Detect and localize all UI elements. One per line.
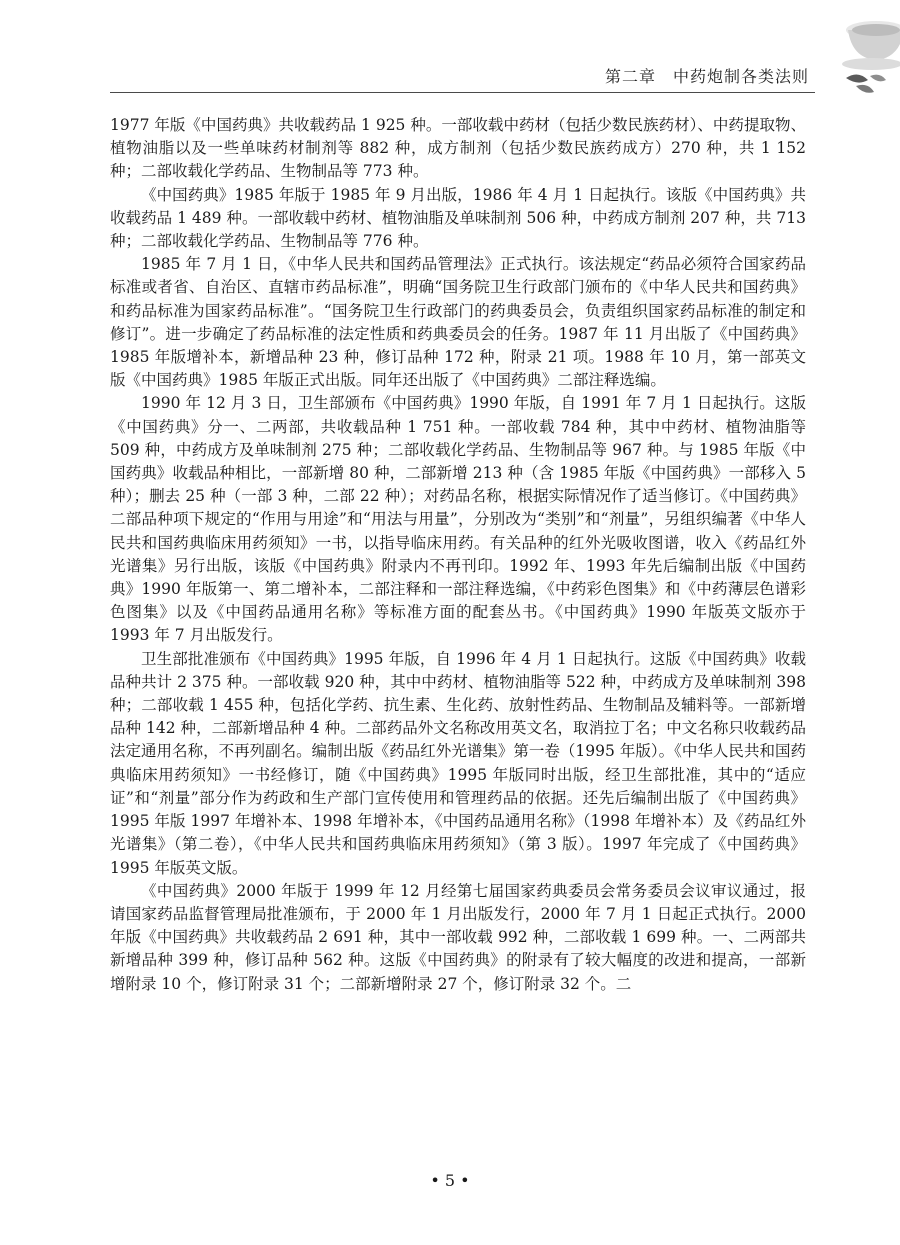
page-number: • 5 •: [430, 1171, 470, 1190]
chapter-title: 第二章 中药炮制各类法则: [604, 67, 809, 86]
running-header: [110, 60, 815, 93]
body-text: [110, 114, 806, 996]
paragraph: 卫生部批准颁布《中国药典》1995 年版，自 1996 年 4 月 1 日起执行。这版《中国药典》收载品种共计 2 375 种。一部收载 920 种，其中中药材、植物油脂等 522 种，中药成方及单味制剂 398 种；二部收载 1 455 种，包括化学药、抗生素、生化药、放射性药品、生物制品及辅料等。一部新增品种 142 种，二部新增品种 4 种。二部药品外文名称改用英文名，取消拉丁名；中文名称只收载药品法定通用名称，不再列副名。编制出版《药品红外光谱集》第一卷（1995 年版）。《中华人民共和国药典临床用药须知》一书经修订，随《中国药典》1995 年版同时出版，经卫生部批准，其中的“适应证”和“剂量”部分作为药政和生产部门宣传使用和管理药品的依据。还先后编制出版了《中国药典》1995 年版 1997 年增补本、1998 年增补本，《中国药品通用名称》（1998 年增补本）及《药品红外光谱集》（第二卷），《中华人民共和国药典临床用药须知》（第 3 版）。1997 年完成了《中国药典》1995 年版英文版。: [110, 649, 806, 877]
paragraph: 《中国药典》1985 年版于 1985 年 9 月出版，1986 年 4 月 1 日起执行。该版《中国药典》共收载药品 1 489 种。一部收载中药材、植物油脂及单味制剂 506 种，中药成方制剂 207 种，共 713 种；二部收载化学药品、生物制品等 776 种。: [110, 185, 806, 251]
paragraph: 《中国药典》2000 年版于 1999 年 12 月经第七届国家药典委员会常务委员会议审议通过，报请国家药品监督管理局批准颁布，于 2000 年 1 月出版发行，2000 年 7 月 1 日起正式执行。2000 年版《中国药典》共收载药品 2 691 种，其中一部收载 992 种，二部收载 1 699 种。一、二两部共新增品种 399 种，修订品种 562 种。这版《中国药典》的附录有了较大幅度的改进和提高，一部新增附录 10 个，修订附录 31 个；二部新增附录 27 个，修订附录 32 个。二: [110, 881, 806, 993]
teacup-decoration-icon: [810, 0, 900, 100]
paragraph: 1977 年版《中国药典》共收载药品 1 925 种。一部收载中药材（包括少数民族药材）、中药提取物、植物油脂以及一些单味药材制剂等 882 种，成方制剂（包括少数民族药成方）270 种，共 1 152 种；二部收载化学药品、生物制品等 773 种。: [110, 116, 806, 181]
paragraph: 1990 年 12 月 3 日，卫生部颁布《中国药典》1990 年版，自 1991 年 7 月 1 日起执行。这版《中国药典》分一、二两部，共收载品种 1 751 种。一部收载 784 种，其中中药材、植物油脂等 509 种，中药成方及单味制剂 275 种；二部收载化学药品、生物制品等 967 种。与 1985 年版《中国药典》收载品种相比，一部新增 80 种，二部新增 213 种（含 1985 年版《中国药典》一部移入 5 种）；删去 25 种（一部 3 种，二部 22 种）；对药品名称，根据实际情况作了适当修订。《中国药典》二部品种项下规定的“作用与用途”和“用法与用量”，分别改为“类别”和“剂量”，另组织编著《中华人民共和国药典临床用药须知》一书，以指导临床用药。有关品种的红外光吸收图谱，收入《药品红外光谱集》另行出版，该版《中国药典》附录内不再刊印。1992 年、1993 年先后编制出版《中国药典》1990 年版第一、第二增补本，二部注释和一部注释选编，《中药彩色图集》和《中药薄层色谱彩色图集》以及《中国药品通用名称》等标准方面的配套丛书。《中国药典》1990 年版英文版亦于 1993 年 7 月出版发行。: [110, 394, 806, 645]
paragraph: 1985 年 7 月 1 日，《中华人民共和国药品管理法》正式执行。该法规定“药品必须符合国家药品标准或者省、自治区、直辖市药品标准”，明确“国务院卫生行政部门颁布的《中华人民共和国药典》和药品标准为国家药品标准”。“国务院卫生行政部门的药典委员会，负责组织国家药品标准的制定和修订”。进一步确定了药品标准的法定性质和药典委员会的任务。1987 年 11 月出版了《中国药典》1985 年版增补本，新增品种 23 种，修订品种 172 种，附录 21 项。1988 年 10 月，第一部英文版《中国药典》1985 年版正式出版。同年还出版了《中国药典》二部注释选编。: [110, 255, 806, 390]
